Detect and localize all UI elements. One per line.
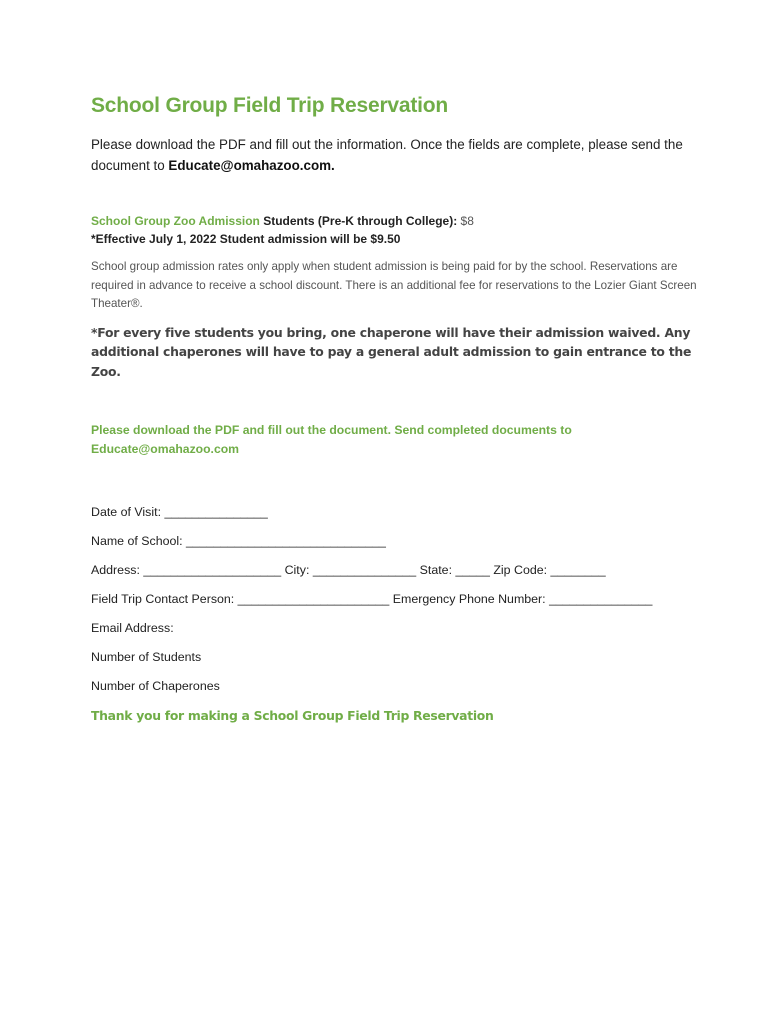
download-email: Educate@omahazoo.com bbox=[91, 442, 240, 456]
effective-note: *Effective July 1, 2022 Student admission will be $9.50 bbox=[91, 232, 401, 246]
number-of-students-field[interactable]: Number of Students bbox=[91, 650, 202, 664]
intro-paragraph bbox=[91, 134, 711, 176]
download-instructions bbox=[91, 421, 711, 459]
address-field[interactable]: Address: ____________________ City: _______________ State: _____ Zip Code: ________ bbox=[91, 563, 606, 577]
rates-paragraph: School group admission rates only apply when student admission is being paid for by the school. Reservations are required in advance to receive a school discount. There is an additional fee for reservations to the Lozier Giant Screen Theater®. bbox=[91, 260, 697, 310]
contact-person-field[interactable]: Field Trip Contact Person: ______________________ Emergency Phone Number: _______________ bbox=[91, 592, 653, 606]
admission-price: $8 bbox=[457, 214, 474, 228]
number-of-chaperones-field[interactable]: Number of Chaperones bbox=[91, 679, 220, 693]
date-of-visit-field[interactable]: Date of Visit: _______________ bbox=[91, 505, 268, 519]
students-label: Students (Pre-K through College): bbox=[259, 214, 458, 228]
form-fields bbox=[91, 505, 711, 708]
intro-email: Educate@omahazoo.com. bbox=[168, 158, 335, 173]
admission-line bbox=[91, 212, 711, 230]
intro-text: Please download the PDF and fill out the information. Once the fields are complete, please send the document to bbox=[91, 137, 683, 173]
thank-you-message: Thank you for making a School Group Field Trip Reservation bbox=[91, 708, 494, 723]
download-line: Please download the PDF and fill out the document. Send completed documents to bbox=[91, 423, 572, 437]
admission-section bbox=[91, 212, 711, 248]
chaperone-notice: *For every five students you bring, one chaperone will have their admission waived. Any additional chaperones will have to pay a general adult admission to gain entrance to the Zoo. bbox=[91, 324, 692, 379]
name-of-school-field[interactable]: Name of School: _____________________________ bbox=[91, 534, 386, 548]
document-page bbox=[91, 94, 711, 723]
email-address-field[interactable]: Email Address: bbox=[91, 621, 174, 635]
admission-heading: School Group Zoo Admission bbox=[91, 214, 260, 228]
page-title: School Group Field Trip Reservation bbox=[91, 94, 449, 117]
